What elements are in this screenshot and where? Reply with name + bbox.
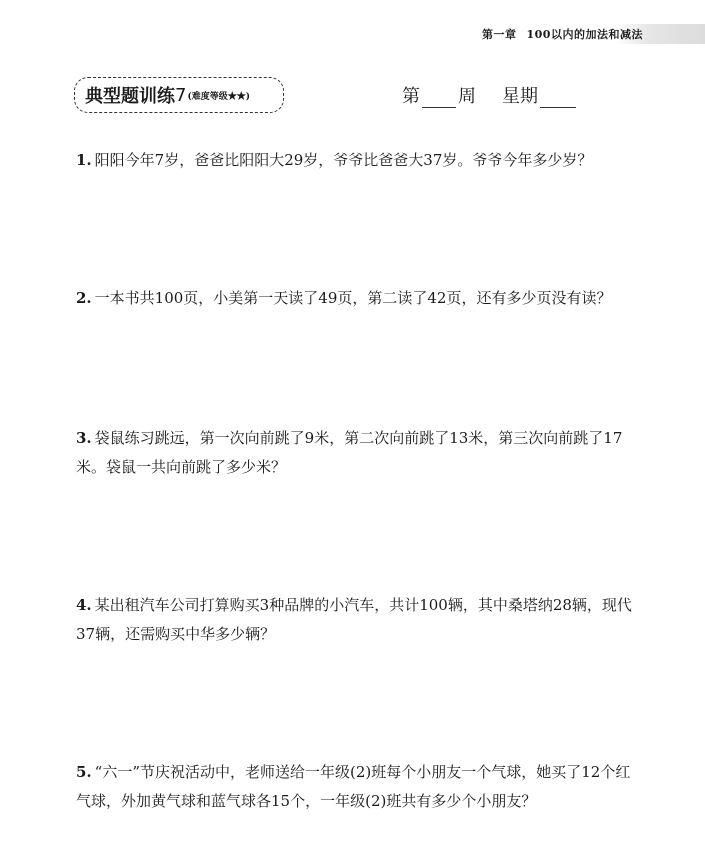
chapter-label: 第一章 xyxy=(482,28,517,41)
question-number: 3. xyxy=(76,429,92,447)
question-4 xyxy=(76,591,636,649)
exercise-number: 7 xyxy=(175,84,187,106)
section-label: 100以内的加法和减法 xyxy=(526,28,643,41)
week-label-zhou: 周 xyxy=(458,86,476,107)
question-number: 2. xyxy=(76,289,92,307)
question-number: 1. xyxy=(76,151,92,169)
week-label-di: 第 xyxy=(402,86,420,107)
question-number: 4. xyxy=(76,596,92,614)
week-blank[interactable] xyxy=(422,87,456,108)
difficulty-label: (难度等级★★) xyxy=(187,91,250,102)
question-2 xyxy=(76,284,636,313)
exercise-title: 典型题训练 xyxy=(85,86,175,107)
question-3 xyxy=(76,424,636,482)
question-text: “六一”节庆祝活动中，老师送给一年级(2)班每个小朋友一个气球，她买了12个红气球，外加黄气球和蓝气球各15个，一年级(2)班共有多少个小朋友？ xyxy=(76,763,631,810)
question-text: 阳阳今年7岁，爸爸比阳阳大29岁，爷爷比爸爸大37岁。爷爷今年多少岁？ xyxy=(94,151,593,169)
weekday-blank[interactable] xyxy=(540,87,576,108)
question-text: 袋鼠练习跳远，第一次向前跳了9米，第二次向前跳了13米，第三次向前跳了17米。袋鼠一共向前跳了多少米？ xyxy=(76,429,623,476)
question-text: 一本书共100页，小美第一天读了49页，第二读了42页，还有多少页没有读？ xyxy=(94,289,612,307)
question-5 xyxy=(76,758,636,816)
question-1 xyxy=(76,146,636,175)
exercise-title-box xyxy=(74,77,284,113)
running-header xyxy=(482,26,643,42)
weekday-label: 星期 xyxy=(502,86,538,107)
question-text: 某出租汽车公司打算购买3种品牌的小汽车，共计100辆，其中桑塔纳28辆，现代37辆，还需购买中华多少辆？ xyxy=(76,596,632,643)
question-number: 5. xyxy=(76,763,92,781)
week-day-field xyxy=(402,82,576,108)
